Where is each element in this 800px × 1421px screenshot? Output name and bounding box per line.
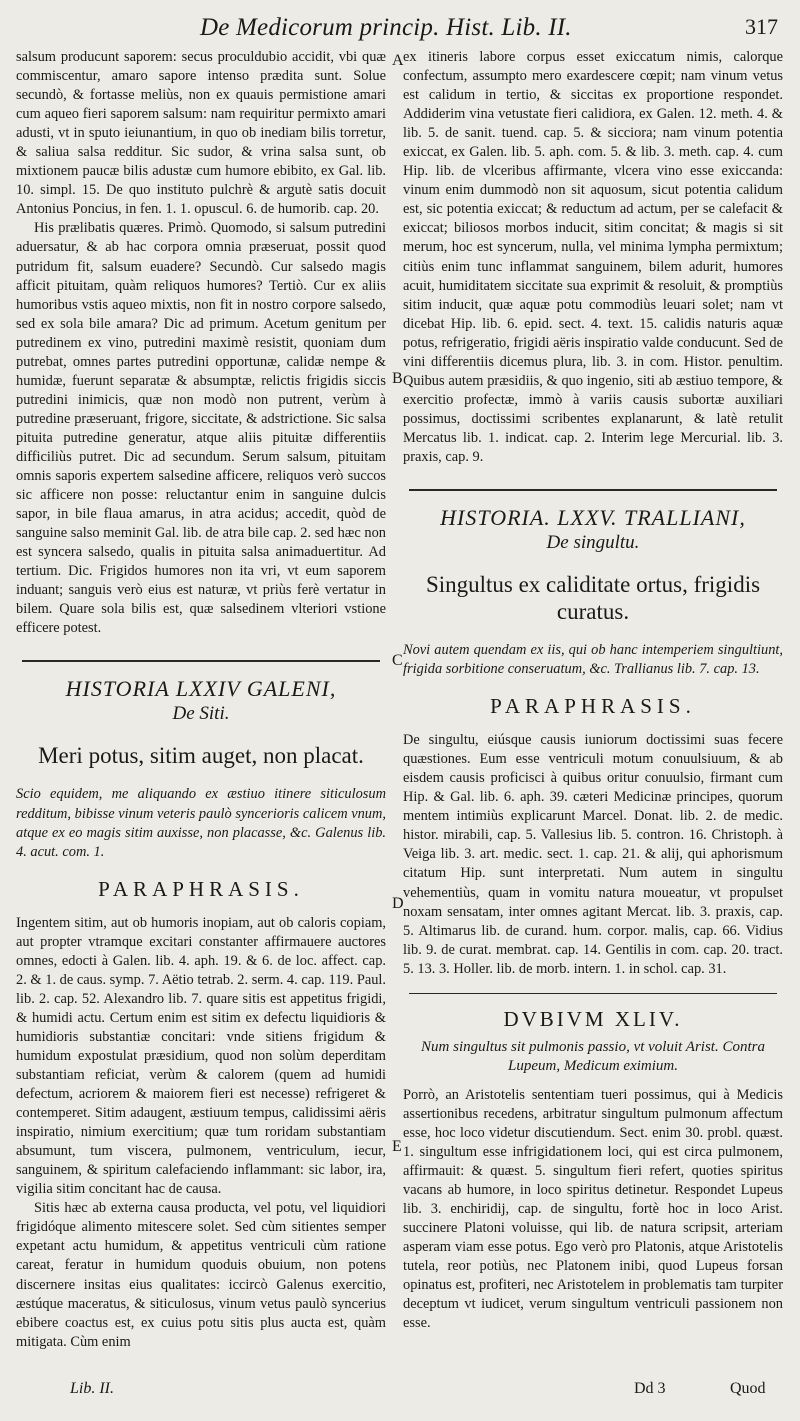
left-column (16, 48, 386, 1352)
historia-75-summary: Singultus ex caliditate ortus, frigidis curatus. (425, 572, 761, 625)
running-title: De Medicorum princip. Hist. Lib. II. (200, 14, 572, 41)
section-divider (22, 660, 380, 662)
paraphrasis-heading-right: PARAPHRASIS. (490, 694, 696, 719)
dubium-divider (409, 993, 777, 994)
dubium-heading: DVBIVM XLIV. (503, 1006, 683, 1031)
margin-letter-c: C (392, 652, 403, 669)
left-paragraph-4: Sitis hæc ab externa causa producta, vel potu, vel liquidiori frigidóque alimento mitescere solet. Sed cùm sitientes semper expetant actu humidum, & appetitus ventriculi cùm ratione careat, feratur in humidum quoduis obuium, non potens discernere insitas eius qualitates: iccircò Galenus exercitio, æstúque maceratus, & siticulosus, vinum vetus paulò syncerius ebibere coactus est, ex cuius potu sitis plus aucta est, quàm mitigata. Cùm enim (16, 1200, 386, 1350)
left-paragraph-1: salsum producunt saporem: secus proculdubio accidit, vbi quæ commiscentur, amaro sapore intenso prædita sunt. Solue secundò, & fortasse meliùs, non ex quauis permistione amari cum aqueo fieri saporem salsum: nam requiritur permixto amari adusti, vt in sputo ieiunantium, in quo ob inediam bilis torretur, & saliua salsa redditur. Sic sudor, & vrina salsa sunt, ob mixtionem paucæ bilis adustæ cum humore ebibito, ex Gal. lib. 10. simpl. 15. De quo instituto pulchrè & argutè satis docuit Antonius Poncius, in fen. 1. 1. opuscul. 6. de humorib. cap. 20. (16, 49, 386, 218)
catchword: Quod (730, 1380, 766, 1397)
margin-letter-b: B (392, 370, 403, 387)
left-paragraph-2: His prælibatis quæres. Primò. Quomodo, si salsum putredini aduersatur, & ab hac corpora omnia præseruat, possit quod putridum fit, salsum euadere? Secundò. Cur salsedo magis afficit pituitam, quàm reliquos humores? Tertiò. Cur ex aliis humoribus vstis aqueo mixtis, non fit in nostro corpore salsedo, sed ex sola bile amara? Dic ad primum. Acetum genitum per putredinem ex vino, putredini maximè resistit, quoniam dum putrebat, omnes partes putredini opportunæ, calidæ nempe & humidæ, fuerunt separatæ & absumptæ, relictis frigidis siccis putredini inimicis, quæ non modò non putrent, verùm à putredine præseruant, frigore, siccitate, & adstrictione. Sic salsa pituita putredine generatur, atque aliis pituitæ differentiis difficiliùs putret. Dic ad secundum. Serum salsum, pituitam omnis saporis expertem salsedine afficere, reliquos verò succos sic afficere non posse: reluctantur enim in sanguine dulcis sapor, in bile flaua amarus, in atra acidus; accedit, quòd de sanguine salso meminit Gal. lib. de atra bile cap. 2. sed hæc non est syncera salsedo, qualis in pituita salsa animaduertitur. Ad tertium. Dic. Frigidos humores non ita vri, vt eum saporem induant; sanguis verò eius est naturæ, vt priùs ferè vertatur in bilem. Quare sola bilis est, quæ salsedinem vlteriori vstione efficere potest. (16, 220, 386, 637)
left-paragraph-3: Ingentem sitim, aut ob humoris inopiam, aut ob caloris copiam, aut propter vtramque excitari constanter affirmauere auctores omnes, edocti à Galen. lib. 4. aph. 19. & 6. de loc. affect. cap. 2. & 1. de caus. symp. 7. Aëtio tetrab. 2. serm. 4. cap. 119. Paul. lib. 2. cap. 52. Alexandro lib. 7. quare sitis est appetitus frigidi, & humidi actu. Certum enim est sitim ex defectu liquidioris & humidioris substantiæ concitari: vnde sitiens frigidum & humidum expostulat præsidium, quod non solùm deperditam substantiam reficiat, verùm & calorem (quem ad humidi defectum, acriorem & maiorem fieri est necesse) refrigeret & contemperet. Sitim adaugent, æstiuum tempus, calidissimi aëris inspiratio, nimium exercitium; quæ tum roridam substantiam absumunt, tum viscera, pulmonem, ventriculum, iecur, sanguinem, & spiritum calefaciendo inflammant: sic labor, ira, vigilia sitim concitant hac de causa. (16, 914, 386, 1198)
galen-quote: Scio equidem, me aliquando ex æstiuo itinere siticulosum redditum, bibisse vinum veteris paulò syncerioris calicem vnum, atque ex eo magis sitim auxisse, non placasse, &c. Galenus lib. 4. acut. com. 1. (16, 786, 386, 860)
section-divider-right (409, 489, 777, 491)
margin-letter-a: A (392, 52, 404, 69)
historia-75-subtitle: De singultu. (546, 532, 640, 554)
historia-74-title: HISTORIA LXXIV GALENI, (65, 676, 337, 702)
right-paragraph-2: De singultu, eiúsque causis iuniorum doctissimi suas fecere quæstiones. Eum esse ventriculi motum conuulsiuum, & ab eisdem causis proficisci à quibus oritur conuulsio, firmant cum Hip. & Gal. lib. 6. aph. 39. cæteri Medicinæ principes, quorum mentem intimiùs explicarunt Marcel. Donat. lib. 2. de medic. histor. mirabili, cap. 5. Vallesius lib. 5. contron. 16. Christoph. à Veiga lib. 3. art. medic. sect. 1. cap. 21. & alij, qui aphorismum citatum Hip. sunt interpretati. Num autem in singultu vehementiùs, quam in vomitu natura moueatur, vt propulset noxam sensatam, inter omnes agitant Mercat. lib. 3. praxis, cap. 5. Altimarus lib. de curand. hum. corpor. malis, cap. 66. Vidius lib. 9. de curat. membrat. cap. 14. Gentilis in com. cap. 20. tract. 5. 13. 3. Holler. lib. de morb. intern. 1. in schol. cap. 31. (403, 732, 783, 977)
historia-75-title: HISTORIA. LXXV. TRALLIANI, (440, 505, 746, 531)
page-number: 317 (745, 14, 778, 39)
signature-mark: Dd 3 (634, 1380, 666, 1397)
right-paragraph-1: ex itineris labore corpus esset exiccatum nimis, calorque confectum, assumpto mero exardescere cœpit; nam vinum vetus est calidum in tertio, & siccitas ex proportione respondet. Addiderim vina vetustate fieri calidiora, ex Galen. 12. meth. 4. & lib. 5. de sanit. tuend. cap. 5. & sicciora; nam vinum potentia exiccat, ex Galen. lib. 5. aph. com. 5. & lib. 3. meth. cap. 4. cum Hip. lib. de vlceribus affirmante, vlcera vino esse exiccanda: vinum enim dummodò non sit aquosum, sicut potentia calidum est, sic potentia exiccat; & reductum ad actum, per se calefacit & exiccat; biliosos morbos inducit, sitim concitat; & magis si sit merum, hoc est syncerum, nulla, vel minima lympha permixtum; citiùs enim tunc inflammat sanguinem, bilem adurit, humores acuit, humiditatem siccitate sua exprimit & resoluit, & promptiùs sitim inducit, quæ aquæ potu commodiùs leuari solet; nam vt dicebat Hip. lib. 6. epid. sect. 4. text. 15. calidis naturis aquæ potus, refrigeratio, frigidi aëris inspiratio valde conducunt. Sed de vini differentiis dicemus plura, lib. 3. in com. Histor. penultim. Quibus autem præsidiis, & quo ingenio, siti ab æstiuo tempore, & exercitio profectæ, immò à variis causis subortæ auxiliari possimus, doctissimi scribentes explanarunt, & latè retulit Mercatus lib. 1. indicat. cap. 2. Interim lege Mercurial. lib. 3. praxis, cap. 9. (403, 49, 783, 465)
right-paragraph-3: Porrò, an Aristotelis sententiam tueri possimus, qui à Medicis assertionibus recedens, arbitratur singultum pulmonum affectum esse, hoc loco videtur discutiendum. Sect. enim 30. probl. quæst. 1. singultum esse infrigidationem loci, qui est circa pulmonem, affirmauit: & quæst. 5. singultum fieri refert, quoties spiritus vacans ab humore, in loco spiritus detinetur. Respondet Lupeus lib. 3. enchiridij, cap. de singultu, fortè hoc in loco Arist. succinere Platoni voluisse, qui lib. de natura scripsit, arteriam asperam viam esse potus. Ego verò pro Platonis, atque Aristotelis tutela, reor potiùs, nec Platonem inibi, quod Lupeus forsan opinatus est, profiteri, nec Aristotelem in problematis tam turpiter deceptum vt iudicet, verum singultum ventriculi passionem non esse. (403, 1086, 783, 1332)
running-header (0, 0, 800, 44)
footer-book: Lib. II. (70, 1380, 114, 1397)
right-column (403, 48, 783, 1333)
dubium-question: Num singultus sit pulmonis passio, vt voluit Arist. Contra Lupeum, Medicum eximium. (421, 1038, 765, 1074)
margin-letter-d: D (392, 895, 404, 912)
margin-letter-e: E (392, 1138, 402, 1155)
trallianus-quote: Novi autem quendam ex iis, qui ob hanc intemperiem singultiunt, frigida sorbitione conseruatum, &c. Trallianus lib. 7. cap. 13. (403, 642, 783, 678)
historia-74-subtitle: De Siti. (172, 703, 230, 725)
paraphrasis-heading-left: PARAPHRASIS. (98, 876, 304, 901)
historia-74-summary: Meri potus, sitim auget, non placat. (38, 743, 364, 769)
